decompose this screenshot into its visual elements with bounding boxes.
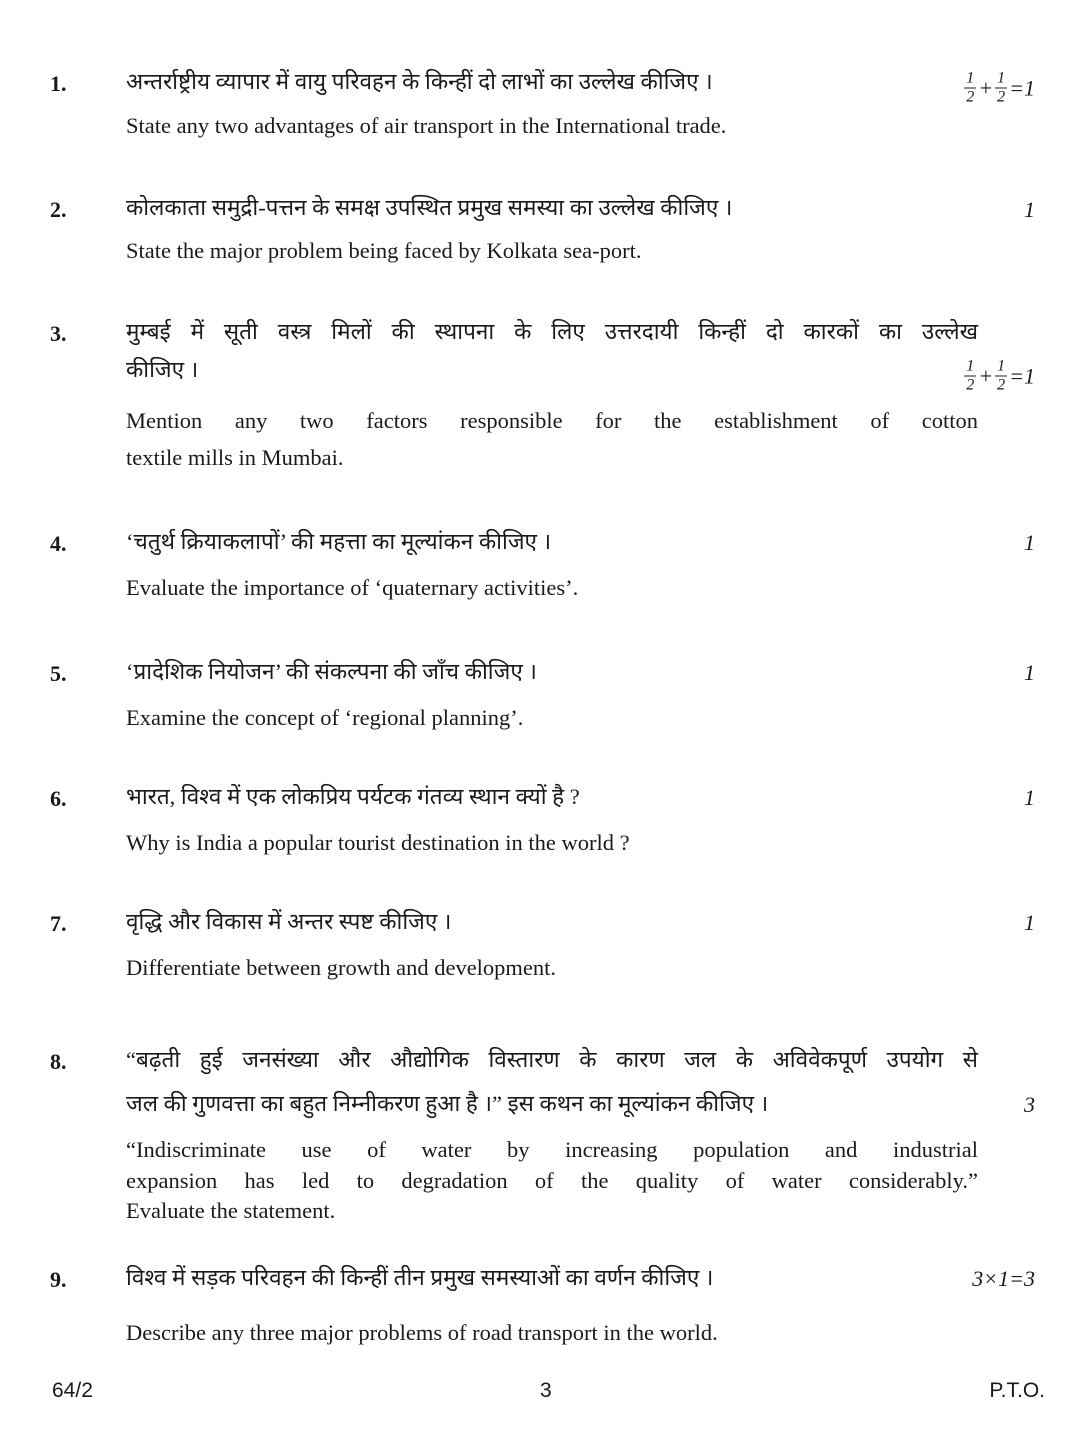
question-hindi: अन्तर्राष्ट्रीय व्यापार में वायु परिवहन के किन्हीं दो लाभों का उल्लेख कीजिए । [126,69,713,94]
question-number: 1. [50,71,67,96]
question-hindi: विश्व में सड़क परिवहन की किन्हीं तीन प्रमुख समस्याओं का वर्णन कीजिए । [126,1265,714,1290]
question-hindi: ‘प्रादेशिक नियोजन’ की संकल्पना की जाँच कीजिए । [126,659,537,684]
marks: 3 [1024,1092,1035,1117]
question-english: Examine the concept of ‘regional planning’. [126,705,524,730]
question-english: “Indiscriminate use of water by increasing population and industrial [126,1137,978,1162]
page-number: 3 [540,1379,552,1402]
numerator: 1 [997,69,1006,87]
please-turn-over: P.T.O. [989,1379,1045,1402]
question-english: Mention any two factors responsible for the establishment of cotton [126,408,978,433]
question-number: 4. [50,531,67,556]
marks-fraction: $\frac{1}{2}$ + $\frac{1}{2}$ =1 [966,357,1035,394]
question-english: Evaluate the importance of ‘quaternary activities’. [126,575,579,600]
marks-total: =1 [1009,75,1035,100]
marks-total: =1 [1009,363,1035,388]
marks: 1 [1024,197,1035,222]
question-hindi: वृद्धि और विकास में अन्तर स्पष्ट कीजिए । [126,909,452,934]
marks: 1 [1024,660,1035,685]
question-english: Why is India a popular tourist destination in the world ? [126,830,630,855]
question-number: 2. [50,197,67,222]
denominator: 2 [966,88,975,106]
denominator: 2 [997,376,1006,394]
question-hindi: कोलकाता समुद्री-पत्तन के समक्ष उपस्थित प्रमुख समस्या का उल्लेख कीजिए । [126,195,733,220]
question-hindi: जल की गुणवत्ता का बहुत निम्नीकरण हुआ है ।” इस कथन का मूल्यांकन कीजिए । [126,1091,769,1116]
marks: 1 [1024,530,1035,555]
numerator: 1 [966,357,975,375]
question-number: 6. [50,786,67,811]
question-english: Describe any three major problems of road transport in the world. [126,1320,718,1345]
question-english: expansion has led to degradation of the quality of water considerably.” [126,1168,978,1193]
marks: 3×1=3 [972,1266,1035,1291]
question-english: State the major problem being faced by Kolkata sea-port. [126,238,642,263]
question-hindi: ‘चतुर्थ क्रियाकलापों’ की महत्ता का मूल्यांकन कीजिए । [126,529,552,554]
paper-code: 64/2 [52,1379,93,1402]
marks-fraction: $\frac{1}{2}$ + $\frac{1}{2}$ =1 [966,69,1035,106]
question-english: textile mills in Mumbai. [126,445,344,470]
numerator: 1 [997,357,1006,375]
question-number: 5. [50,661,67,686]
question-number: 7. [50,911,67,936]
question-english: Evaluate the statement. [126,1198,336,1223]
marks: 1 [1024,910,1035,935]
question-number: 3. [50,321,67,346]
question-number: 8. [50,1049,67,1074]
question-hindi: कीजिए । [126,357,199,382]
question-hindi: भारत, विश्व में एक लोकप्रिय पर्यटक गंतव्य स्थान क्यों है ? [126,784,580,809]
question-hindi: मुम्बई में सूती वस्त्र मिलों की स्थापना के लिए उत्तरदायी किन्हीं दो कारकों का उल्लेख [126,319,978,344]
marks: 1 [1024,785,1035,810]
question-number: 9. [50,1267,67,1292]
numerator: 1 [966,69,975,87]
question-hindi: “बढ़ती हुई जनसंख्या और औद्योगिक विस्तारण के कारण जल के अविवेकपूर्ण उपयोग से [126,1047,978,1072]
question-english: State any two advantages of air transport in the International trade. [126,113,727,138]
denominator: 2 [997,88,1006,106]
question-english: Differentiate between growth and development. [126,955,557,980]
denominator: 2 [966,376,975,394]
